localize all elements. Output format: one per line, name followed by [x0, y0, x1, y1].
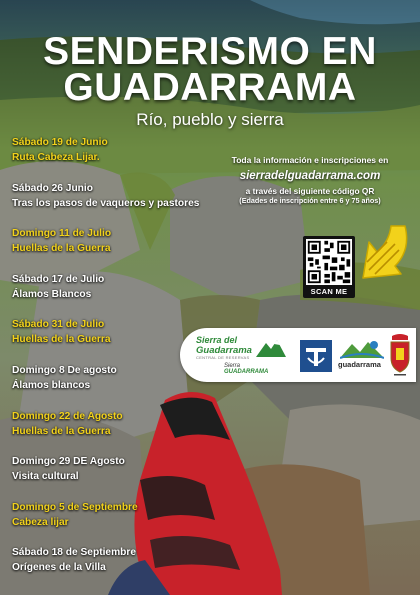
- event-name: Visita cultural: [12, 471, 79, 483]
- event-item: [12, 452, 212, 498]
- title-line-2: GUADARRAMA: [63, 66, 357, 109]
- event-name: Tras los pasos de vaqueros y pastores: [12, 197, 200, 209]
- title-line-1: SENDERISMO EN: [43, 30, 377, 73]
- sierra-guadarrama-logo: [194, 335, 286, 373]
- event-date: Sábado 31 de Julio: [12, 319, 105, 331]
- guadarrama-mountain-icon: [340, 338, 384, 360]
- event-name: Huellas de la Guerra: [12, 243, 111, 255]
- event-date: Sábado 26 Junio: [12, 182, 93, 194]
- info-line: a través del siguiente código QR: [245, 186, 375, 196]
- age-note: (Edades de inscripción entre 6 y 75 años): [239, 196, 381, 205]
- event-name: Álamos Blancos: [12, 288, 92, 300]
- institution-logo: [300, 340, 332, 372]
- scan-me-label: SCAN ME: [310, 287, 348, 296]
- event-item: [12, 407, 212, 453]
- website-link[interactable]: sierradelguadarrama.com: [239, 170, 381, 182]
- qr-code-icon: [306, 239, 352, 285]
- event-item: [12, 179, 212, 225]
- event-name: Ruta Cabeza Lijar.: [12, 152, 100, 163]
- subtitle: Río, pueblo y sierra: [136, 110, 284, 129]
- event-date: Domingo 8 De agosto: [12, 364, 117, 376]
- sponsor-logos: [180, 328, 416, 382]
- event-date: Sábado 17 de Julio: [12, 273, 105, 285]
- event-name: Álamos blancos: [12, 379, 91, 391]
- event-name: Cabeza lijar: [12, 516, 69, 528]
- event-date: Domingo 11 de Julio: [12, 228, 112, 240]
- guadarrama-logo: [338, 338, 386, 372]
- event-date: Domingo 22 de Agosto: [12, 410, 123, 422]
- logo-text-a: Sierra: [224, 363, 241, 369]
- logo-text: Sierra del: [196, 335, 238, 345]
- event-name: Orígenes de la Villa: [12, 562, 106, 574]
- event-name: Huellas de la Guerra: [12, 334, 111, 346]
- event-date: Sábado 18 de Septiembre: [12, 547, 136, 559]
- logo-text-b: GUADARRAMA: [224, 369, 269, 375]
- event-item: [12, 224, 212, 270]
- event-item: [12, 361, 212, 407]
- logo-text: CENTRAL DE RESERVAS: [196, 355, 250, 360]
- event-name: Huellas de la Guerra: [12, 425, 111, 437]
- event-item: [12, 270, 212, 316]
- arrow-icon: [355, 222, 413, 286]
- logo-text: [224, 363, 286, 375]
- registration-info: [210, 155, 410, 205]
- coat-of-arms-icon: [388, 332, 412, 376]
- event-item: [12, 543, 212, 589]
- info-line: Toda la información e inscripciones en: [231, 155, 389, 165]
- logo-text: Guadarrama: [196, 345, 252, 356]
- event-date: Domingo 5 de Septiembre: [12, 501, 138, 513]
- event-item: [12, 498, 212, 544]
- qr-code[interactable]: [303, 236, 355, 298]
- event-item: [12, 133, 212, 179]
- guadarrama-logo-text: guadarrama: [338, 360, 381, 369]
- event-date: Sábado 19 de Junio: [12, 137, 108, 148]
- mountain-icon: [256, 337, 286, 359]
- event-date: Domingo 29 DE Agosto: [12, 456, 125, 468]
